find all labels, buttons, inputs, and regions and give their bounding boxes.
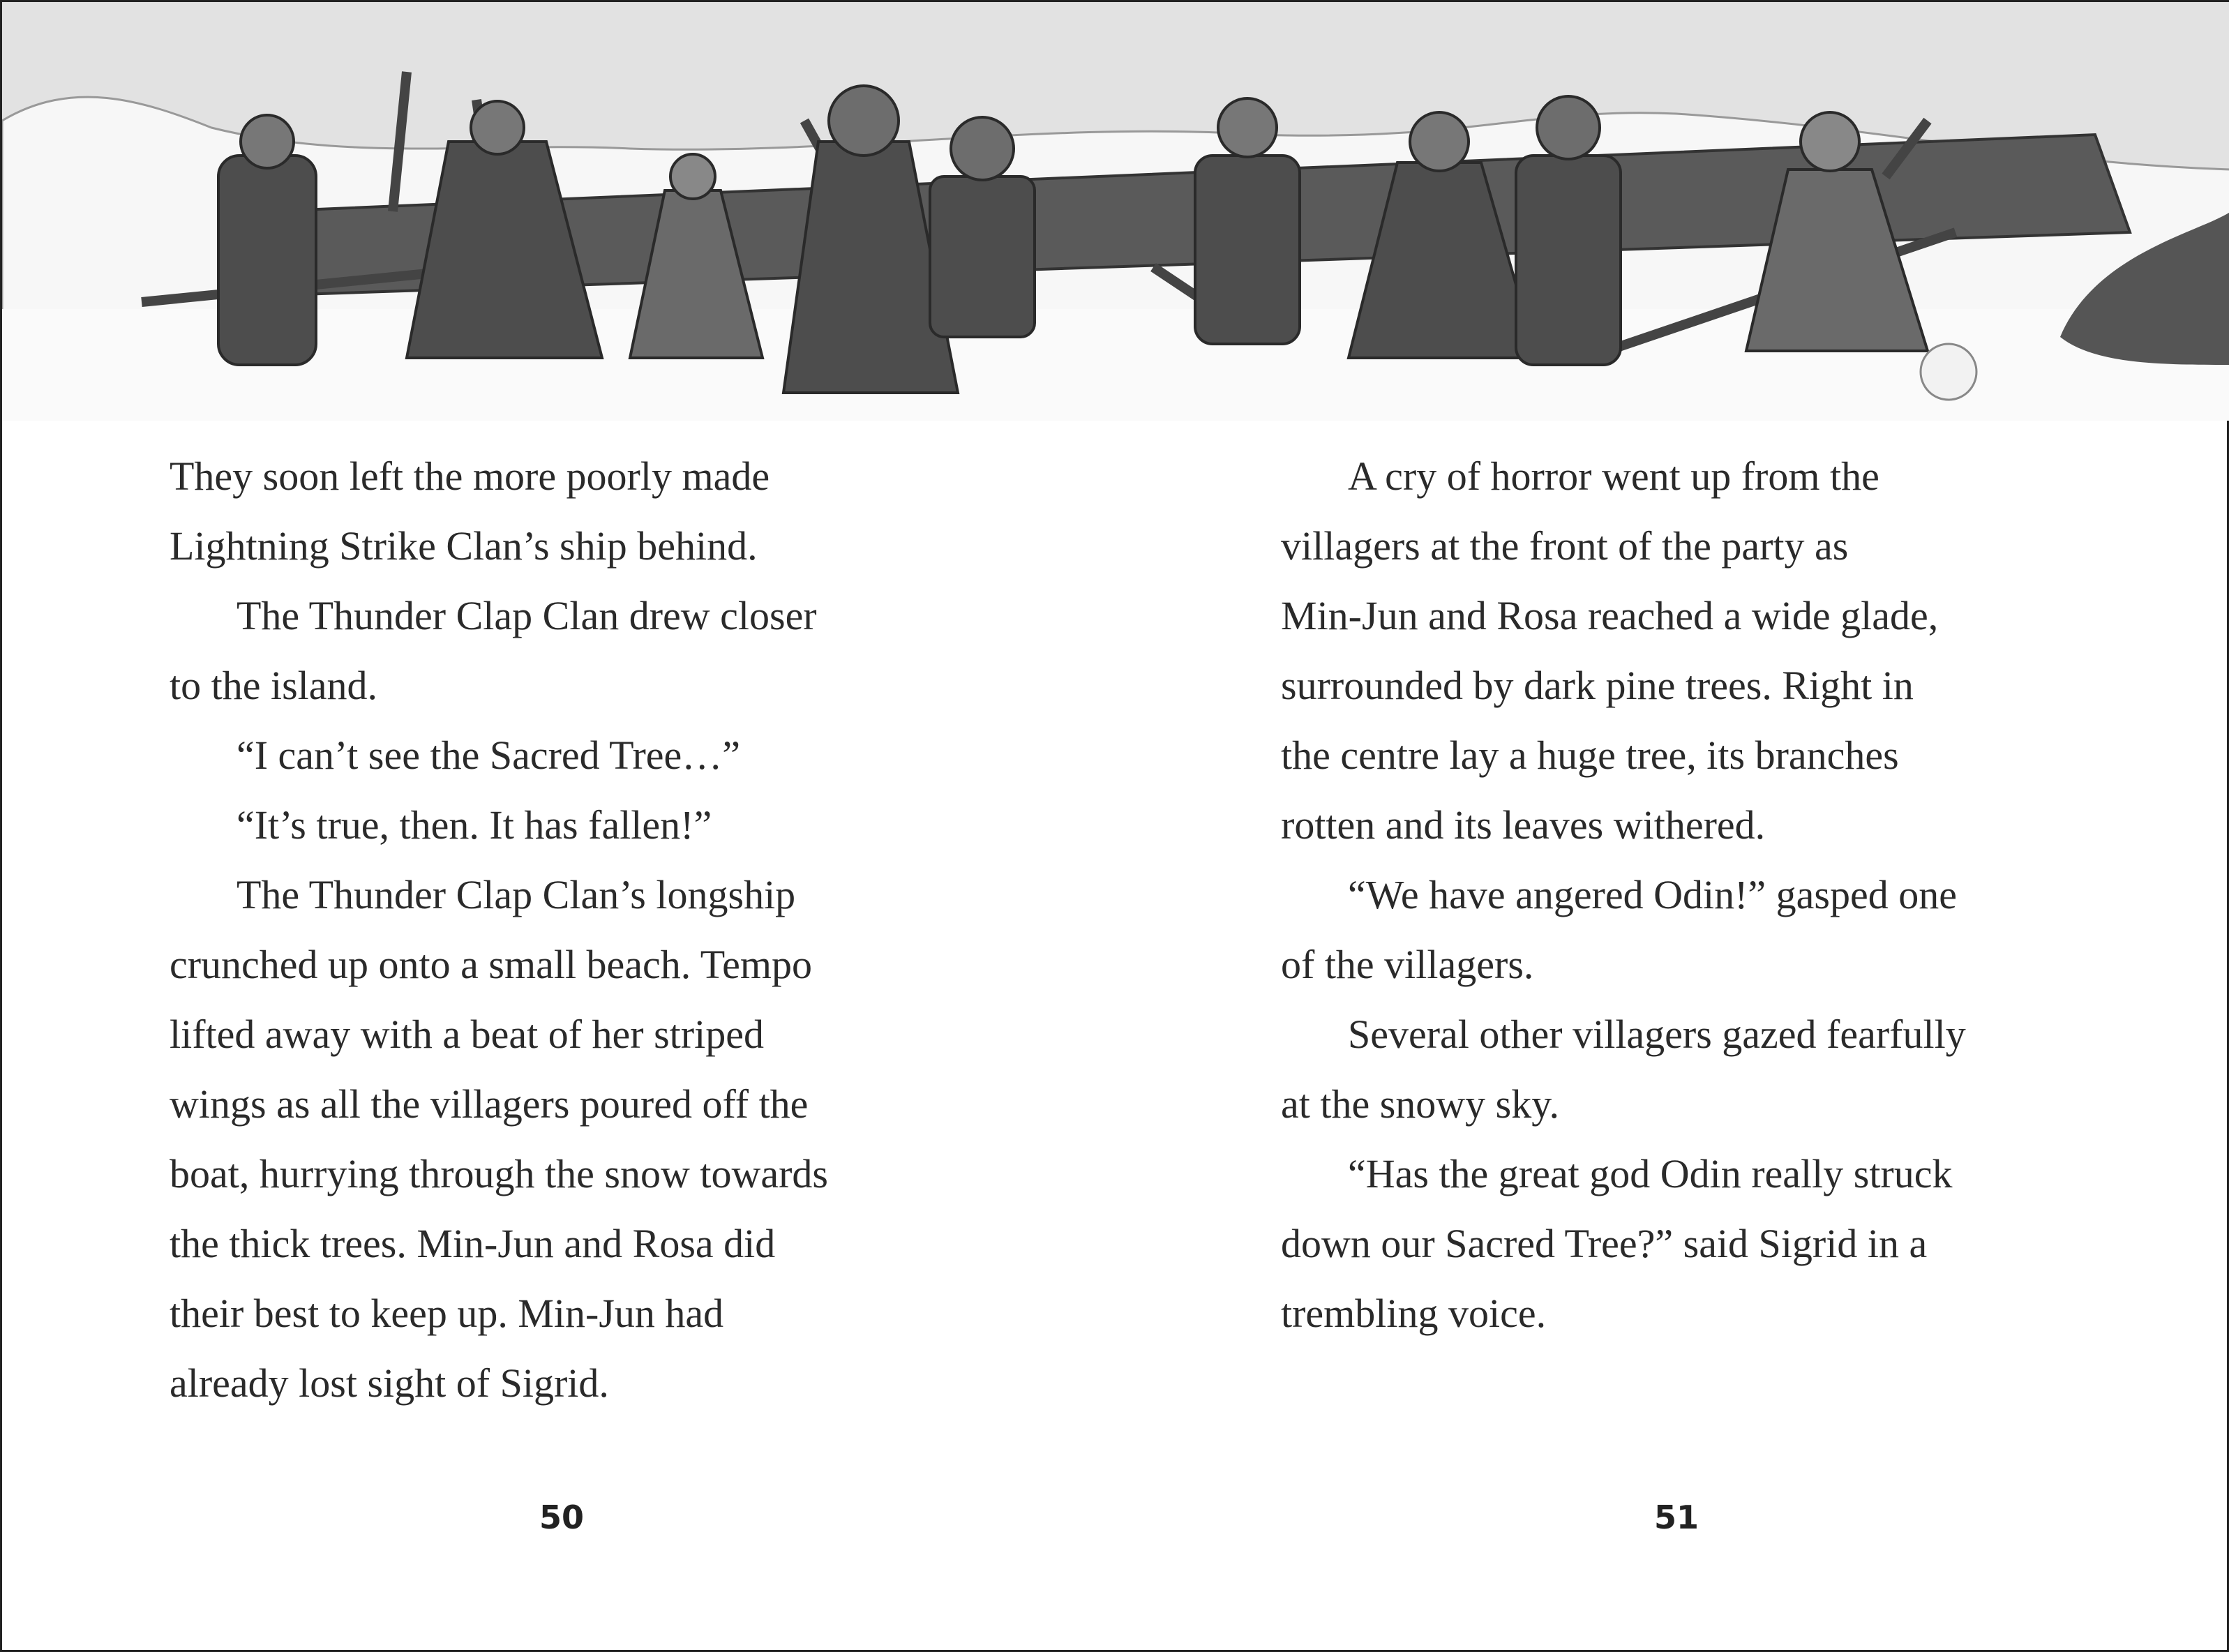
text-line: “Has the great god Odin really struck (1348, 1151, 1953, 1196)
snowball (1921, 344, 1976, 400)
text-line: “It’s true, then. It has fallen!” (237, 802, 712, 848)
text-line: They soon left the more poorly made (170, 453, 770, 499)
text-line: rotten and its leaves withered. (1281, 802, 1766, 848)
text-line: of the villagers. (1281, 942, 1534, 987)
text-line: down our Sacred Tree?” said Sigrid in a (1281, 1221, 1928, 1266)
text-line: to the island. (170, 663, 378, 708)
text-line: crunched up onto a small beach. Tempo (170, 942, 812, 987)
text-line: at the snowy sky. (1281, 1081, 1559, 1127)
text-line: The Thunder Clap Clan drew closer (237, 593, 817, 638)
text-line: wings as all the villagers poured off the (170, 1081, 809, 1127)
text-line: Several other villagers gazed fearfully (1348, 1012, 1966, 1057)
right-page-text (1281, 442, 2083, 1349)
page-number-left: 50 (539, 1499, 585, 1536)
text-line: The Thunder Clap Clan’s longship (237, 872, 796, 917)
text-line: their best to keep up. Min-Jun had (170, 1291, 724, 1336)
text-line: trembling voice. (1281, 1291, 1547, 1336)
page-number-right: 51 (1654, 1499, 1699, 1536)
text-line: the centre lay a huge tree, its branches (1281, 733, 1899, 778)
text-line: A cry of horror went up from the (1348, 453, 1879, 499)
text-line: villagers at the front of the party as (1281, 523, 1849, 569)
text-line: surrounded by dark pine trees. Right in (1281, 663, 1914, 708)
header-illustration (2, 2, 2229, 421)
text-line: already lost sight of Sigrid. (170, 1360, 609, 1406)
text-line: Lightning Strike Clan’s ship behind. (170, 523, 758, 569)
text-line: the thick trees. Min-Jun and Rosa did (170, 1221, 776, 1266)
text-line: boat, hurrying through the snow towards (170, 1151, 828, 1196)
text-line: lifted away with a beat of her striped (170, 1012, 764, 1057)
text-line: “We have angered Odin!” gasped one (1348, 872, 1957, 917)
text-line: Min-Jun and Rosa reached a wide glade, (1281, 593, 1939, 638)
left-page-text (170, 442, 972, 1418)
text-line: “I can’t see the Sacred Tree…” (237, 733, 741, 778)
